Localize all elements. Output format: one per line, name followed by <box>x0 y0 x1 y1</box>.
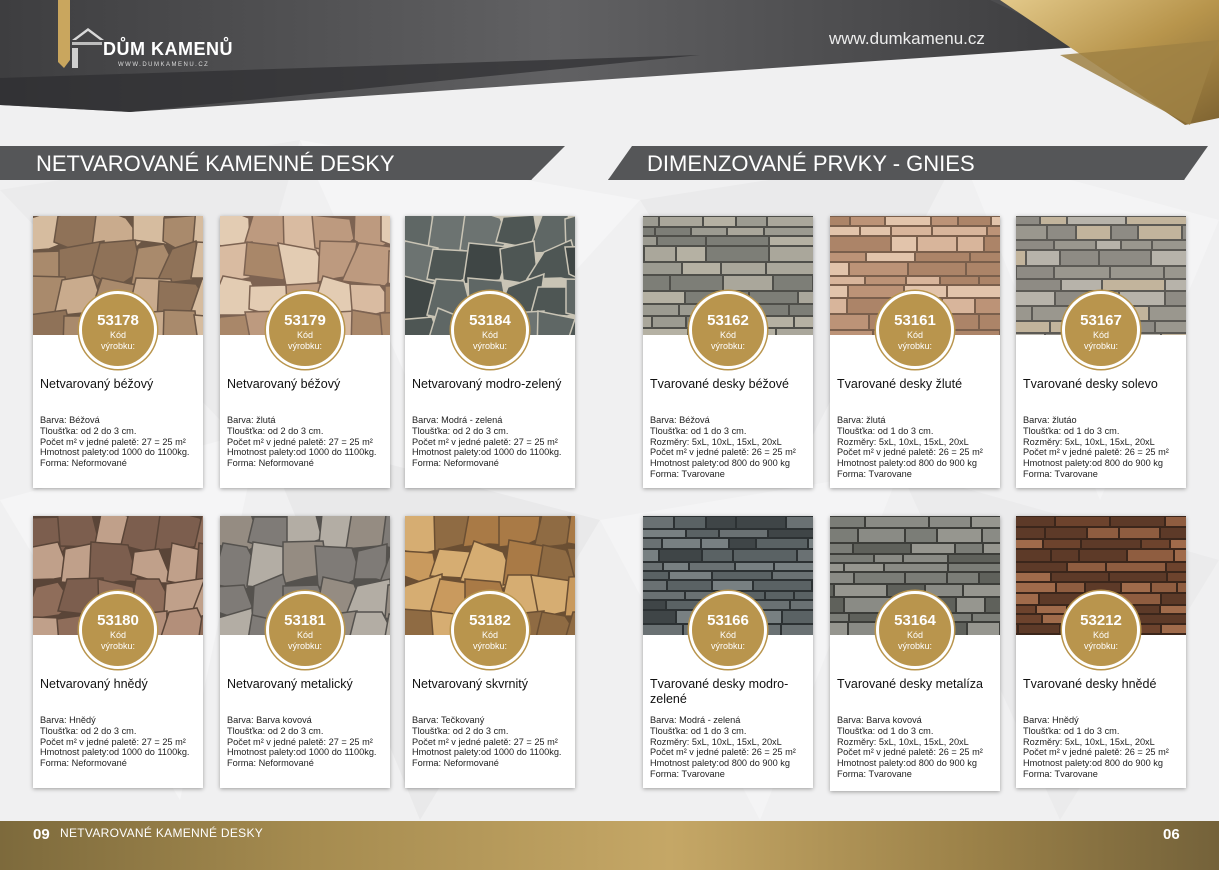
product-code-badge <box>266 591 344 669</box>
product-specs <box>650 415 816 480</box>
spec-line: Tloušťka: od 2 do 3 cm. <box>40 725 137 736</box>
product-code-label: Kód výrobku: <box>897 330 932 351</box>
spec-line: Počet m² v jedné paletě: 26 = 25 m² <box>837 747 983 758</box>
product-name: Netvarovaný skvrnitý <box>412 677 529 691</box>
product-code: 53166 <box>707 612 749 629</box>
spec-line: Tloušťka: od 2 do 3 cm. <box>227 425 324 436</box>
product-specs <box>412 415 578 469</box>
product-code-badge <box>689 291 767 369</box>
product-code: 53162 <box>707 312 749 329</box>
spec-line: Počet m² v jedné paletě: 26 = 25 m² <box>837 447 983 458</box>
product-code: 53167 <box>1080 312 1122 329</box>
product-code-label: Kód výrobku: <box>287 330 322 351</box>
spec-line: Forma: Neformované <box>227 758 314 769</box>
brand-subtitle: WWW.DUMKAMENU.CZ <box>118 62 210 68</box>
product-specs <box>227 715 393 769</box>
product-name: Tvarované desky solevo <box>1023 377 1158 391</box>
spec-line: Barva: žlutáo <box>1023 415 1077 425</box>
spec-line: Tloušťka: od 1 do 3 cm. <box>837 725 934 736</box>
product-code: 53178 <box>97 312 139 329</box>
spec-line: Barva: žlutá <box>837 415 886 425</box>
product-card[interactable] <box>220 516 390 788</box>
spec-line: Rozměry: 5xL, 10xL, 15xL, 20xL <box>650 436 782 447</box>
spec-line: Hmotnost palety:od 800 do 900 kg <box>1023 458 1163 469</box>
product-code-label: Kód výrobku: <box>472 330 507 351</box>
product-specs <box>1023 715 1189 780</box>
spec-line: Počet m² v jedné paletě: 27 = 25 m² <box>412 736 558 747</box>
product-card[interactable] <box>405 216 575 488</box>
product-code-badge <box>79 591 157 669</box>
product-specs <box>1023 415 1189 480</box>
product-specs <box>40 715 206 769</box>
spec-line: Počet m² v jedné paletě: 27 = 25 m² <box>40 436 186 447</box>
product-card[interactable] <box>830 516 1000 791</box>
product-card[interactable] <box>33 516 203 788</box>
page-number-right: 06 <box>1163 826 1180 843</box>
spec-line: Rozměry: 5xL, 10xL, 15xL, 20xL <box>650 736 782 747</box>
spec-line: Rozměry: 5xL, 10xL, 15xL, 20xL <box>837 736 969 747</box>
section-title-right: DIMENZOVANÉ PRVKY - GNIES <box>647 151 975 176</box>
spec-line: Barva: Modrá - zelená <box>412 415 503 425</box>
spec-line: Počet m² v jedné paletě: 27 = 25 m² <box>412 436 558 447</box>
product-code-label: Kód výrobku: <box>710 630 745 651</box>
product-specs <box>837 415 1003 480</box>
section-title-left: NETVAROVANÉ KAMENNÉ DESKY <box>36 151 395 176</box>
product-name: Tvarované desky hnědé <box>1023 677 1157 691</box>
product-code: 53164 <box>894 612 936 629</box>
spec-line: Barva: Hnědý <box>1023 715 1079 725</box>
product-card[interactable] <box>405 516 575 788</box>
product-name: Tvarované desky modro-zelené <box>650 677 789 706</box>
product-card[interactable] <box>1016 516 1186 788</box>
product-card[interactable] <box>830 216 1000 488</box>
product-code: 53181 <box>284 612 326 629</box>
website-link[interactable]: www.dumkamenu.cz <box>829 29 985 48</box>
spec-line: Rozměry: 5xL, 10xL, 15xL, 20xL <box>1023 736 1155 747</box>
spec-line: Forma: Neformované <box>40 458 127 469</box>
spec-line: Tloušťka: od 2 do 3 cm. <box>412 725 509 736</box>
spec-line: Počet m² v jedné paletě: 26 = 25 m² <box>650 747 796 758</box>
product-name: Netvarovaný modro-zelený <box>412 377 562 391</box>
spec-line: Počet m² v jedné paletě: 26 = 25 m² <box>650 447 796 458</box>
product-code-label: Kód výrobku: <box>100 330 135 351</box>
spec-line: Hmotnost palety:od 800 do 900 kg <box>1023 758 1163 769</box>
spec-line: Tloušťka: od 2 do 3 cm. <box>227 725 324 736</box>
product-code-badge <box>876 591 954 669</box>
product-code-badge <box>876 291 954 369</box>
product-name: Tvarované desky béžové <box>650 377 789 391</box>
product-card[interactable] <box>643 216 813 488</box>
footer-title: NETVAROVANÉ KAMENNÉ DESKY <box>60 826 264 840</box>
spec-line: Forma: Tvarovane <box>837 768 912 779</box>
spec-line: Tloušťka: od 2 do 3 cm. <box>412 425 509 436</box>
spec-line: Tloušťka: od 2 do 3 cm. <box>40 425 137 436</box>
spec-line: Barva: Modrá - zelená <box>650 715 741 725</box>
spec-line: Forma: Tvarovane <box>1023 468 1098 479</box>
product-specs <box>837 715 1003 780</box>
product-card[interactable] <box>1016 216 1186 488</box>
logo-house-icon <box>58 0 118 75</box>
product-code-label: Kód výrobku: <box>710 330 745 351</box>
spec-line: Počet m² v jedné paletě: 26 = 25 m² <box>1023 447 1169 458</box>
spec-line: Hmotnost palety:od 1000 do 1100kg. <box>40 447 190 458</box>
product-code-badge <box>79 291 157 369</box>
spec-line: Rozměry: 5xL, 10xL, 15xL, 20xL <box>837 436 969 447</box>
product-card[interactable] <box>643 516 813 788</box>
product-name: Netvarovaný béžový <box>227 377 341 391</box>
spec-line: Forma: Tvarovane <box>650 768 725 779</box>
product-code-label: Kód výrobku: <box>100 630 135 651</box>
spec-line: Tloušťka: od 1 do 3 cm. <box>1023 725 1120 736</box>
product-name: Netvarovaný hnědý <box>40 677 148 691</box>
spec-line: Barva: Béžová <box>40 415 100 425</box>
product-code: 53161 <box>894 312 936 329</box>
product-code-label: Kód výrobku: <box>1083 330 1118 351</box>
spec-line: Hmotnost palety:od 1000 do 1100kg. <box>412 747 562 758</box>
spec-line: Forma: Neformované <box>40 758 127 769</box>
spec-line: Počet m² v jedné paletě: 27 = 25 m² <box>227 736 373 747</box>
spec-line: Forma: Neformované <box>412 458 499 469</box>
product-specs <box>227 415 393 469</box>
spec-line: Forma: Neformované <box>227 458 314 469</box>
product-code: 53212 <box>1080 612 1122 629</box>
page-number-left: 09 <box>33 826 50 843</box>
spec-line: Hmotnost palety:od 800 do 900 kg <box>650 758 790 769</box>
product-specs <box>650 715 816 780</box>
spec-line: Barva: Hnědý <box>40 715 96 725</box>
spec-line: Barva: Barva kovová <box>837 715 922 725</box>
product-specs <box>40 415 206 469</box>
product-code-badge <box>1062 291 1140 369</box>
product-code-badge <box>451 591 529 669</box>
spec-line: Hmotnost palety:od 800 do 900 kg <box>650 458 790 469</box>
product-specs <box>412 715 578 769</box>
product-code-badge <box>451 291 529 369</box>
product-name: Netvarovaný béžový <box>40 377 154 391</box>
spec-line: Hmotnost palety:od 1000 do 1100kg. <box>227 447 377 458</box>
product-name: Tvarované desky žluté <box>837 377 963 391</box>
spec-line: Forma: Tvarovane <box>1023 768 1098 779</box>
spec-line: Hmotnost palety:od 1000 do 1100kg. <box>227 747 377 758</box>
product-code: 53184 <box>469 312 511 329</box>
spec-line: Rozměry: 5xL, 10xL, 15xL, 20xL <box>1023 436 1155 447</box>
product-name: Tvarované desky metalíza <box>837 677 983 691</box>
spec-line: Barva: Béžová <box>650 415 710 425</box>
spec-line: Tloušťka: od 1 do 3 cm. <box>650 425 747 436</box>
spec-line: Barva: Barva kovová <box>227 715 312 725</box>
spec-line: Forma: Tvarovane <box>837 468 912 479</box>
product-code-badge <box>689 591 767 669</box>
product-code-label: Kód výrobku: <box>897 630 932 651</box>
product-code: 53182 <box>469 612 511 629</box>
spec-line: Hmotnost palety:od 800 do 900 kg <box>837 458 977 469</box>
spec-line: Počet m² v jedné paletě: 27 = 25 m² <box>40 736 186 747</box>
spec-line: Barva: Tečkovaný <box>412 715 485 725</box>
product-name: Netvarovaný metalický <box>227 677 353 691</box>
spec-line: Barva: žlutá <box>227 415 276 425</box>
spec-line: Forma: Neformované <box>412 758 499 769</box>
product-code-badge <box>1062 591 1140 669</box>
product-card[interactable] <box>33 216 203 488</box>
product-code: 53180 <box>97 612 139 629</box>
product-code-label: Kód výrobku: <box>1083 630 1118 651</box>
spec-line: Tloušťka: od 1 do 3 cm. <box>1023 425 1120 436</box>
spec-line: Počet m² v jedné paletě: 27 = 25 m² <box>227 436 373 447</box>
spec-line: Forma: Tvarovane <box>650 468 725 479</box>
spec-line: Tloušťka: od 1 do 3 cm. <box>837 425 934 436</box>
product-code-label: Kód výrobku: <box>287 630 322 651</box>
brand-name: DŮM KAMENŮ <box>103 39 233 59</box>
spec-line: Hmotnost palety:od 1000 do 1100kg. <box>40 747 190 758</box>
spec-line: Hmotnost palety:od 800 do 900 kg <box>837 758 977 769</box>
product-card[interactable] <box>220 216 390 488</box>
spec-line: Hmotnost palety:od 1000 do 1100kg. <box>412 447 562 458</box>
product-code-label: Kód výrobku: <box>472 630 507 651</box>
product-code-badge <box>266 291 344 369</box>
product-code: 53179 <box>284 312 326 329</box>
spec-line: Počet m² v jedné paletě: 26 = 25 m² <box>1023 747 1169 758</box>
spec-line: Tloušťka: od 1 do 3 cm. <box>650 725 747 736</box>
